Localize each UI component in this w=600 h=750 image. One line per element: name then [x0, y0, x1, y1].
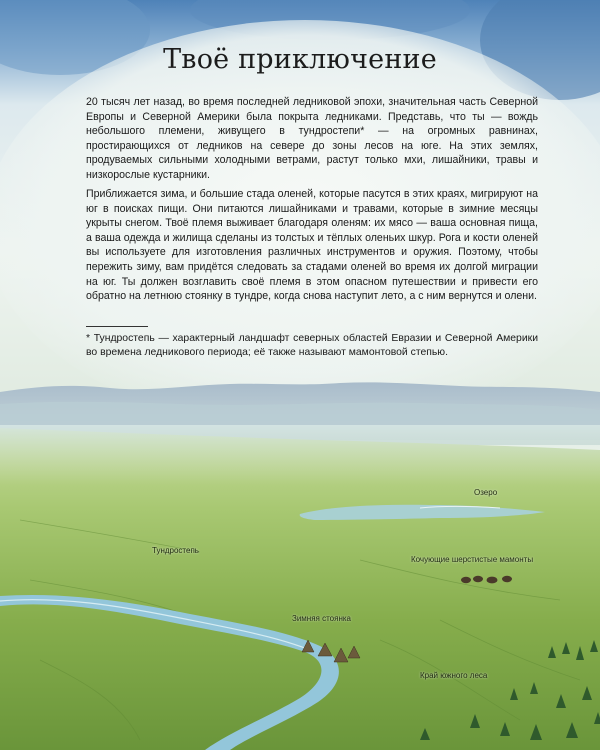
page-title: Твоё приключение [163, 44, 437, 75]
intro-paragraph: 20 тысяч лет назад, во время последней ледниковой эпохи, значительная часть Северной Европы и Северной Америки была покрыта ледниками. Представь, что ты — вождь небольшого племени, живущего в тундростепи* — на огромных равнинах, простирающихся от ледников на севере до зоны лесов на юге. На этих землях, продуваемых сильными холодными ветрами, растут только мхи, лишайники, травы и низкорослые кустарники. [86, 96, 538, 181]
story-paragraph: Приближается зима, и большие стада оленей, которые пасутся в этих краях, мигрируют на юг в поисках пищи. Они питаются лишайниками и травами, которые в зимние месяцы укрыты снегом. Твоё племя выживает благодаря оленям: их мясо — ваша основная пища, а ваша одежда и жилища сделаны из толстых и тёплых оленьих шкур. Рога и кости оленей вы используете для изготовления различных инструментов и оружия. Поэтому, чтобы пережить зиму, вам придётся следовать за стадами оленей во время их долгой миграции на юг. Ты должен возглавить своё племя в этом опасном путешествии и привести его обратно на летнюю стоянку в тундре, когда снова наступит лето, а с ним вернутся и олени. [86, 188, 538, 303]
footnote-divider [86, 326, 148, 327]
footnote: * Тундростепь — характерный ландшафт северных областей Евразии и Северной Америки во времена ледникового периода; её также называют мамонтовой степью. [86, 333, 538, 359]
label-winter-camp: Зимняя стоянка [292, 614, 352, 623]
label-tundra-steppe: Тундростепь [152, 546, 199, 555]
label-lake: Озеро [474, 488, 498, 497]
label-mammoths: Кочующие шерстистые мамонты [411, 555, 534, 564]
label-forest-edge: Край южного леса [420, 671, 488, 680]
